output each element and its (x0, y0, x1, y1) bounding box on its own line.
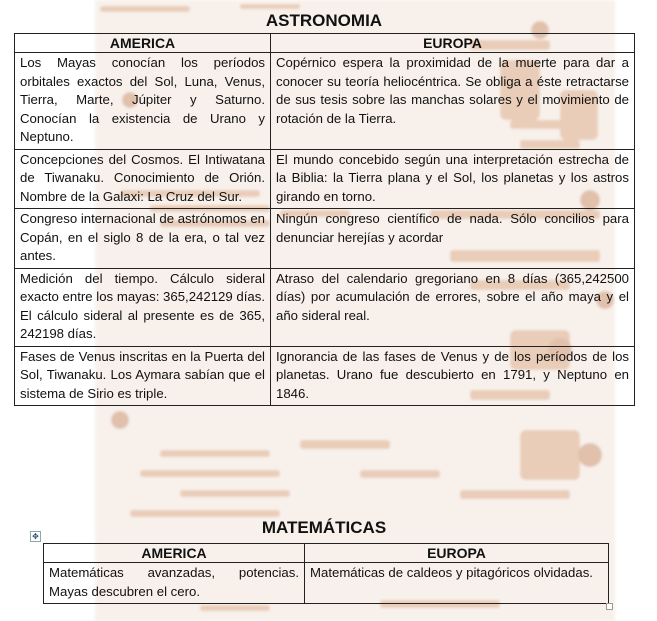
europa-cell[interactable]: El mundo concebido según una interpretación estrecha de la Biblia: la Tierra plana y el Sol, los planetas y los astros girando en torno. (271, 149, 635, 209)
europa-cell[interactable]: Copérnico espera la proximidad de la muerte para dar a conocer su teoría heliocéntrica. Se obliga a éste retractarse de sus tesis sobre las manchas solares y el movimiento de rotación de la Tierra. (271, 53, 635, 150)
america-cell[interactable]: Medición del tiempo. Cálculo sideral exacto entre los mayas: 365,242129 días. El cálculo sideral al presente es de 365, 242198 días. (15, 268, 271, 346)
table-header-row (44, 544, 609, 563)
astronomia-title: ASTRONOMIA (265, 11, 383, 30)
america-cell[interactable]: Matemáticas avanzadas, potencias. Mayas descubren el cero. (44, 563, 305, 604)
table-row (15, 53, 635, 150)
europa-cell[interactable]: Ningún congreso científico de nada. Sólo concilios para denunciar herejías y acordar (271, 209, 635, 269)
america-cell[interactable]: Concepciones del Cosmos. El Intiwatana de Tiwanaku. Conocimiento de Orión. Nombre de la Galaxi: La Cruz del Sur. (15, 149, 271, 209)
table-row (15, 268, 635, 346)
matematicas-title: MATEMÁTICAS (261, 518, 387, 537)
europa-cell[interactable]: Atraso del calendario gregoriano en 8 días (365,242500 días) por acumulación de errores, sobre el año maya y el año sideral real. (271, 268, 635, 346)
america-cell[interactable]: Congreso internacional de astrónomos en Copán, en el siglo 8 de la era, o tal vez antes. (15, 209, 271, 269)
column-header-america: AMERICA (15, 34, 271, 53)
table-row (15, 209, 635, 269)
column-header-europa: EUROPA (305, 544, 609, 563)
table-header-row (15, 34, 635, 53)
europa-cell[interactable]: Matemáticas de caldeos y pitagóricos olvidadas. (305, 563, 609, 604)
table-row (15, 346, 635, 406)
america-cell[interactable]: Los Mayas conocían los períodos orbitales exactos del Sol, Luna, Venus, Tierra, Marte, Júpiter y Saturno. Conocían la existencia de Urano y Neptuno. (15, 53, 271, 150)
move-handle-icon[interactable]: ✥ (30, 531, 41, 542)
column-header-america: AMERICA (44, 544, 305, 563)
table-row (44, 563, 609, 604)
column-header-europa: EUROPA (271, 34, 635, 53)
america-cell[interactable]: Fases de Venus inscritas en la Puerta del Sol, Tiwanaku. Los Aymara sabían que el sistema de Sirio es triple. (15, 346, 271, 406)
table-row (15, 149, 635, 209)
matematicas-table (43, 543, 609, 604)
table-resize-handle[interactable] (606, 603, 613, 610)
europa-cell[interactable]: Ignorancia de las fases de Venus y de los períodos de los planetas. Urano fue descubierto en 1791, y Neptuno en 1846. (271, 346, 635, 406)
astronomia-table (14, 33, 635, 406)
